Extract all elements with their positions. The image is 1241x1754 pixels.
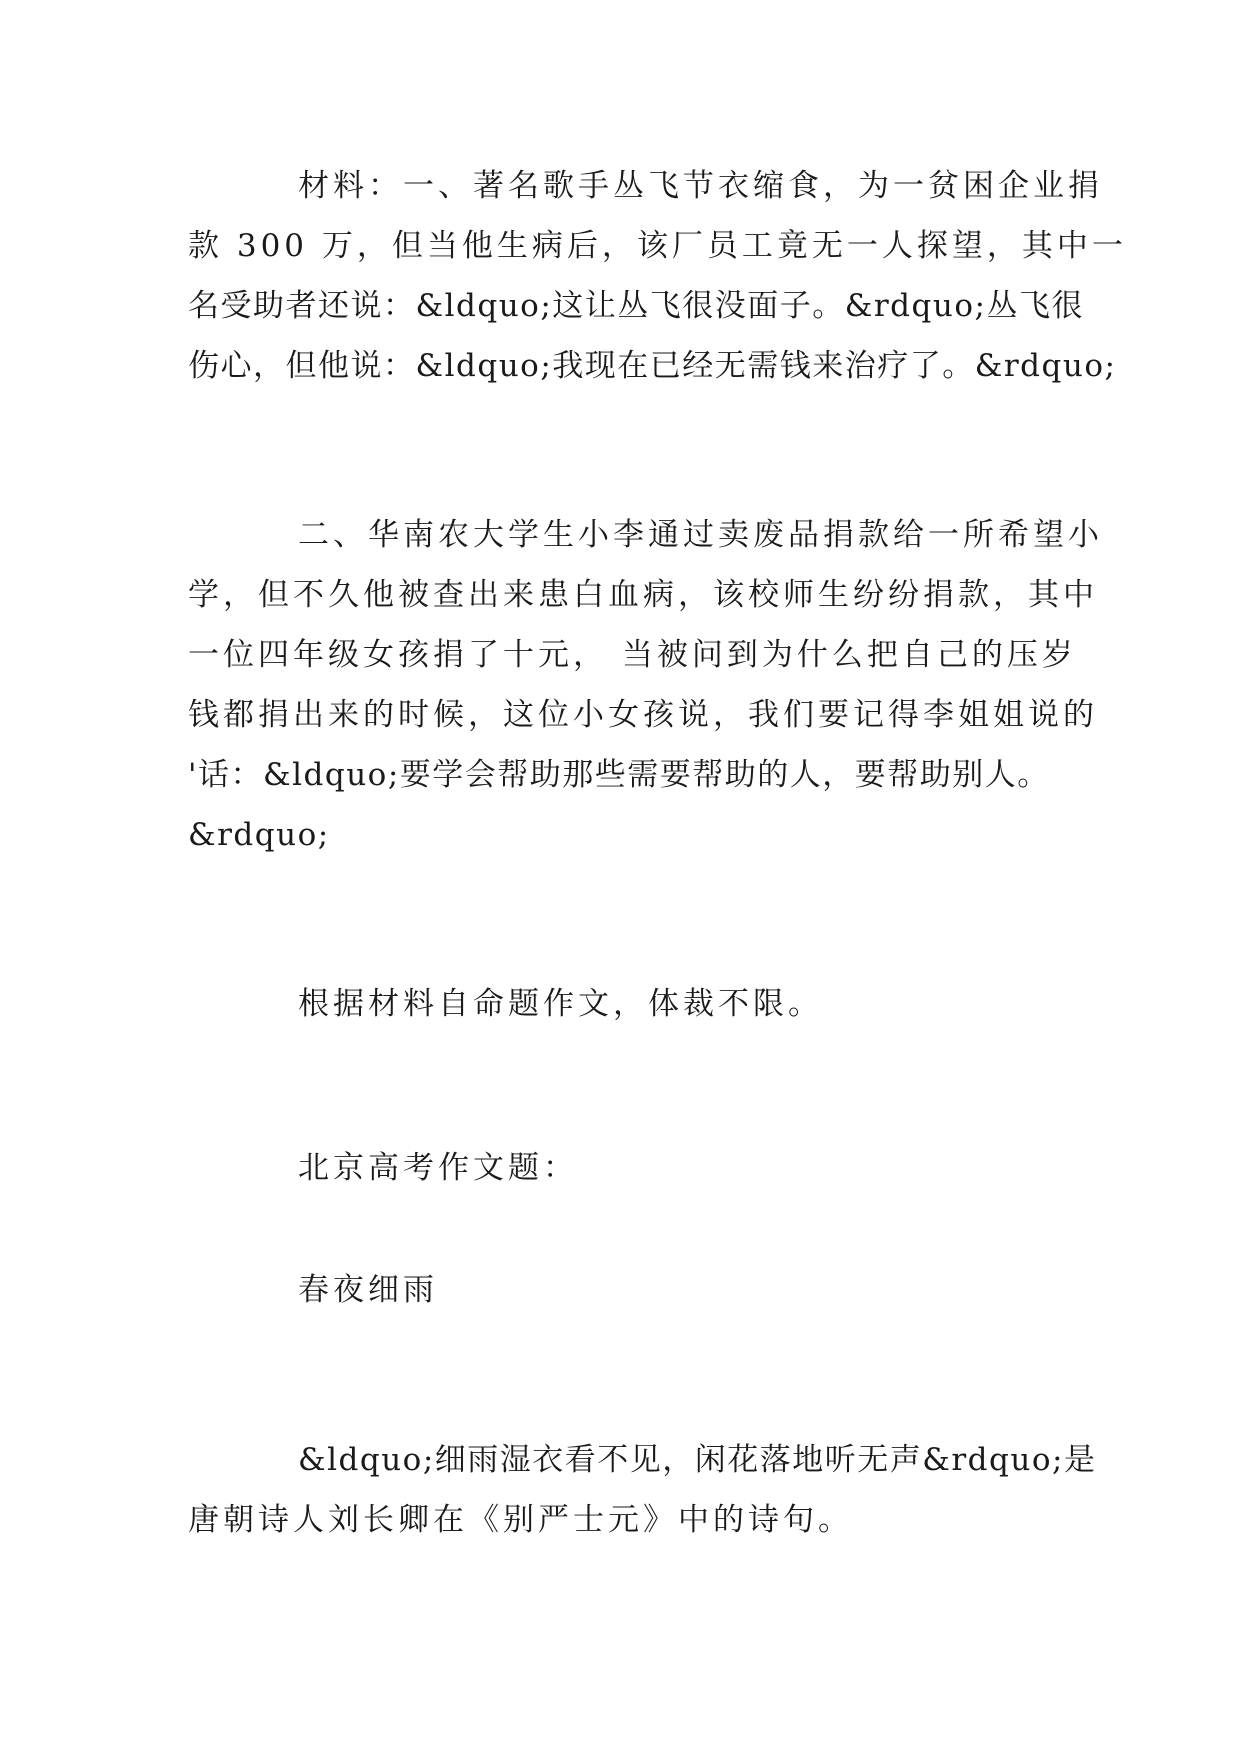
paragraph-6-line-2: 唐朝诗人刘长卿在《别严士元》中的诗句。 (188, 1502, 853, 1538)
paragraph-6-line-1: &ldquo;细雨湿衣看不见，闲花落地听无声&rdquo;是 (298, 1442, 1097, 1478)
paragraph-2-line-5: '话：&ldquo;要学会帮助那些需要帮助的人，要帮助别人。 (188, 757, 1050, 793)
paragraph-2-line-1: 二、华南农大学生小李通过卖废品捐款给一所希望小 (298, 517, 1103, 553)
section-heading: 北京高考作文题： (298, 1150, 578, 1186)
paragraph-1-line-1: 材料：一、著名歌手丛飞节衣缩食，为一贫困企业捐 (298, 168, 1103, 204)
paragraph-2-line-6: &rdquo; (188, 817, 330, 853)
paragraph-2-line-4: 钱都捐出来的时候，这位小女孩说，我们要记得李姐姐说的 (188, 697, 1098, 733)
paragraph-2-line-3: 一位四年级女孩捐了十元， 当被问到为什么把自己的压岁 (188, 637, 1077, 673)
paragraph-1-line-3: 名受助者还说：&ldquo;这让丛飞很没面子。&rdquo;丛飞很 (188, 288, 1084, 324)
instruction-line: 根据材料自命题作文，体裁不限。 (298, 986, 823, 1022)
paragraph-1-line-2: 款 300 万，但当他生病后，该厂员工竟无一人探望，其中一 (188, 228, 1127, 264)
essay-title: 春夜细雨 (298, 1272, 438, 1308)
paragraph-1-line-4: 伤心，但他说：&ldquo;我现在已经无需钱来治疗了。&rdquo; (188, 348, 1117, 384)
paragraph-2-line-2: 学，但不久他被查出来患白血病，该校师生纷纷捐款，其中 (188, 577, 1098, 613)
